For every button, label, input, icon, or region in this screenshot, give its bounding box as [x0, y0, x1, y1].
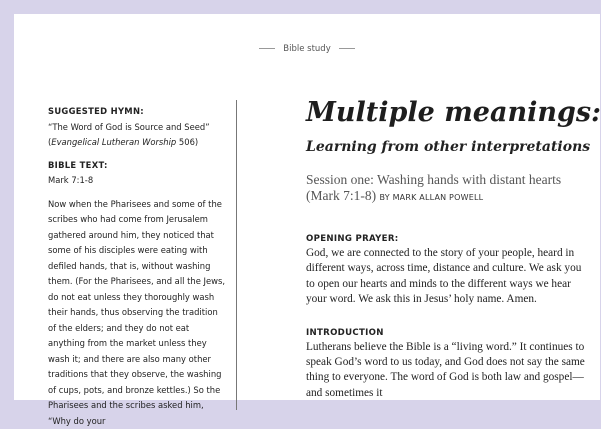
article-subtitle: Learning from other interpretations [306, 138, 586, 156]
article-title: Multiple meanings: [306, 96, 586, 130]
introduction-text: Lutherans believe the Bible is a “living word.” It continues to speak God’s word to us today, and God does not say the same thing to everyone. The word of God is both law and gospel—and sometimes it [306, 340, 586, 402]
author-byline: BY MARK ALLAN POWELL [379, 193, 483, 202]
hymn-source-open: ( [48, 137, 51, 147]
article-column [306, 96, 586, 401]
magazine-page [14, 14, 600, 400]
bible-text-reference: Mark 7:1-8 [48, 173, 228, 189]
hymn-block [48, 104, 228, 151]
session-line [306, 172, 586, 206]
scripture-passage: Now when the Pharisees and some of the scribes who had come from Jerusalem gathered around him, they noticed that some of his disciples were eating with defiled hands, that is, without washing them. (For the Pharisees, and all the Jews, do not eat unless they thoroughly wash their hands, thus observing the tradition of the elders; and they do not eat anything from the market unless they wash it; and there are also many other traditions that they observe, the washing of cups, pots, and bronze kettles.) So the Pharisees and the scribes asked him, “Why do your [48, 197, 228, 429]
prayer-section [306, 232, 586, 308]
section-label-text: Bible study [283, 44, 330, 54]
session-title: Session one: Washing hands with distant hearts (Mark 7:1-8) [306, 172, 561, 203]
hymn-source-title: Evangelical Lutheran Worship [51, 137, 176, 147]
hymn-title: “The Word of God is Source and Seed” [48, 120, 228, 136]
section-label [14, 44, 600, 54]
section-rule-right [339, 48, 355, 49]
column-divider [236, 100, 237, 410]
bible-text-heading: BIBLE TEXT: [48, 158, 228, 174]
hymn-source [48, 135, 228, 151]
introduction-section [306, 326, 586, 402]
sidebar-column [48, 104, 228, 429]
hymn-heading: SUGGESTED HYMN: [48, 104, 228, 120]
section-rule-left [259, 48, 275, 49]
prayer-text: God, we are connected to the story of your people, heard in different ways, across time, distance and culture. We ask you to open our hearts and minds to the different ways we hear your word. We ask this in Jesus’ holy name. Amen. [306, 246, 586, 308]
hymn-source-number: 506) [176, 137, 198, 147]
prayer-heading: OPENING PRAYER: [306, 232, 586, 246]
bible-text-block [48, 158, 228, 189]
introduction-heading: INTRODUCTION [306, 326, 586, 340]
